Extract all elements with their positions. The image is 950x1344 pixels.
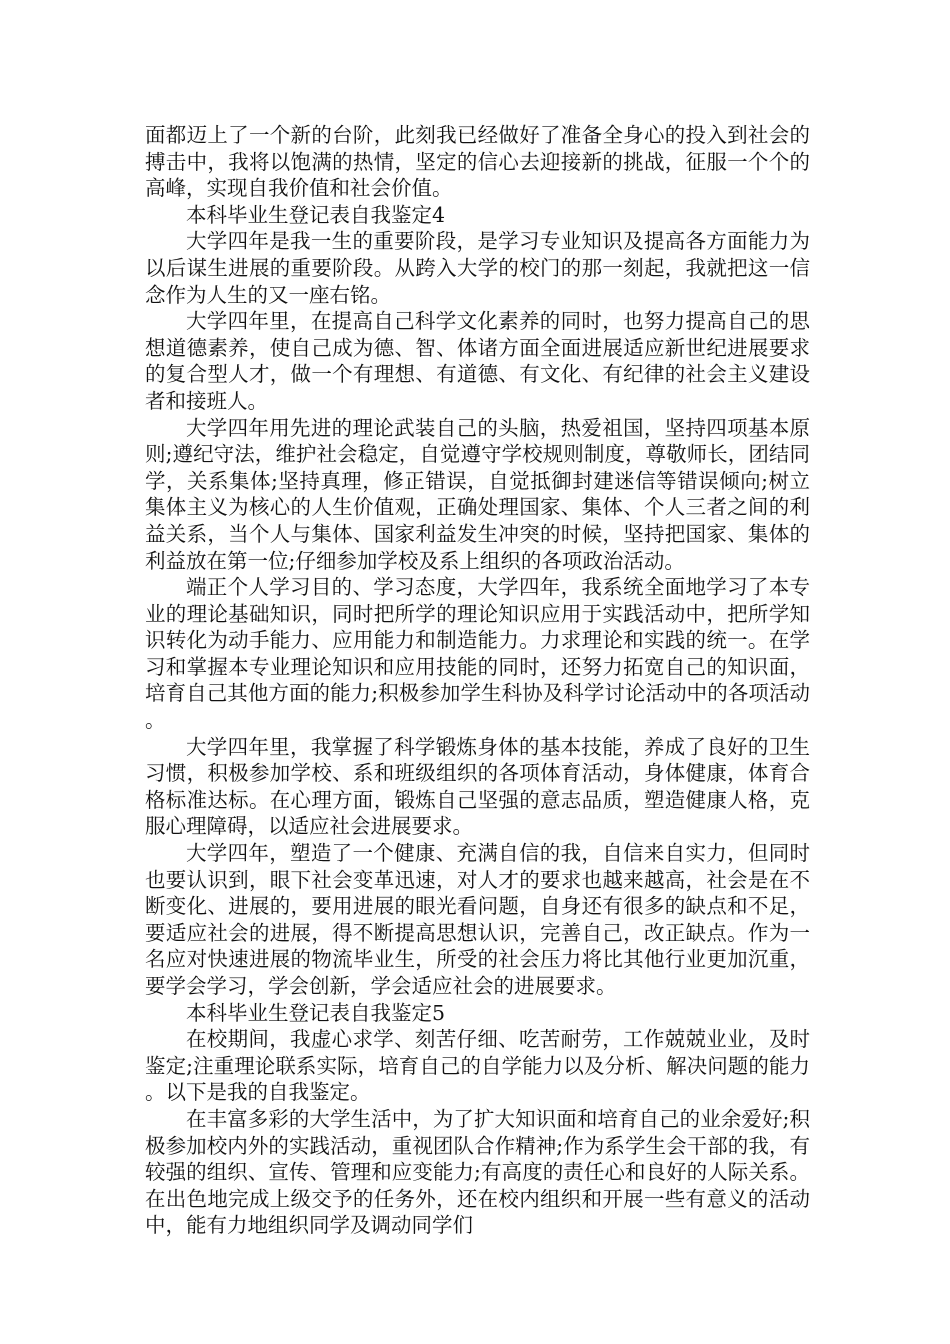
section-heading-4: 本科毕业生登记表自我鉴定4 [186,202,446,227]
paragraph-continued: 面都迈上了一个新的台阶，此刻我已经做好了准备全身心的投入到社会的搏击中，我将以饱满的热情，坚定的信心去迎接新的挑战，征服一个个的高峰，实现自我价值和社会价值。 [145,123,810,201]
paragraph: 在校期间，我虚心求学、刻苦仔细、吃苦耐劳，工作兢兢业业，及时鉴定;注重理论联系实际，培育自己的自学能力以及分析、解决问题的能力。以下是我的自我鉴定。 [145,1027,810,1105]
paragraph: 大学四年里，我掌握了科学锻炼身体的基本技能，养成了良好的卫生习惯，积极参加学校、系和班级组织的各项体育活动，身体健康，体育合格标准达标。在心理方面，锻炼自己坚强的意志品质，塑造健康人格，克服心理障碍，以适应社会进展要求。 [145,734,810,839]
paragraph: 端正个人学习目的、学习态度，大学四年，我系统全面地学习了本专业的理论基础知识，同时把所学的理论知识应用于实践活动中，把所学知识转化为动手能力、应用能力和制造能力。力求理论和实践的统一。在学习和掌握本专业理论知识和应用技能的同时，还努力拓宽自己的知识面，培育自己其他方面的能力;积极参加学生科协及科学讨论活动中的各项活动。 [145,575,810,733]
paragraph: 大学四年里，在提高自己科学文化素养的同时，也努力提高自己的思想道德素养，使自己成为德、智、体诸方面全面进展适应新世纪进展要求的复合型人才，做一个有理想、有道德、有文化、有纪律的社会主义建设者和接班人。 [145,309,810,413]
paragraph: 大学四年用先进的理论武装自己的头脑，热爱祖国，坚持四项基本原则;遵纪守法，维护社会稳定，自觉遵守学校规则制度，尊敬师长，团结同学，关系集体;坚持真理，修正错误，自觉抵御封建迷信等错误倾向;树立集体主义为核心的人生价值观，正确处理国家、集体、个人三者之间的利益关系，当个人与集体、国家利益发生冲突的时候，坚持把国家、集体的利益放在第一位;仔细参加学校及系上组织的各项政治活动。 [145,415,810,573]
document-page [145,122,810,1239]
section-heading-5: 本科毕业生登记表自我鉴定5 [186,1000,446,1025]
paragraph: 大学四年，塑造了一个健康、充满自信的我，自信来自实力，但同时也要认识到，眼下社会变革迅速，对人才的要求也越来越高，社会是在不断变化、进展的，要用进展的眼光看问题，自身还有很多的缺点和不足，要适应社会的进展，得不断提高思想认识，完善自己，改正缺点。作为一名应对快速进展的物流毕业生，所受的社会压力将比其他行业更加沉重，要学会学习，学会创新，学会适应社会的进展要求。 [145,841,810,998]
paragraph: 在丰富多彩的大学生活中，为了扩大知识面和培育自己的业余爱好;积极参加校内外的实践活动，重视团队合作精神;作为系学生会干部的我，有较强的组织、宣传、管理和应变能力;有高度的责任心和良好的人际关系。在出色地完成上级交予的任务外，还在校内组织和开展一些有意义的活动中，能有力地组织同学及调动同学们 [145,1106,810,1238]
paragraph: 大学四年是我一生的重要阶段，是学习专业知识及提高各方面能力为以后谋生进展的重要阶段。从跨入大学的校门的那一刻起，我就把这一信念作为人生的又一座右铭。 [145,229,810,307]
